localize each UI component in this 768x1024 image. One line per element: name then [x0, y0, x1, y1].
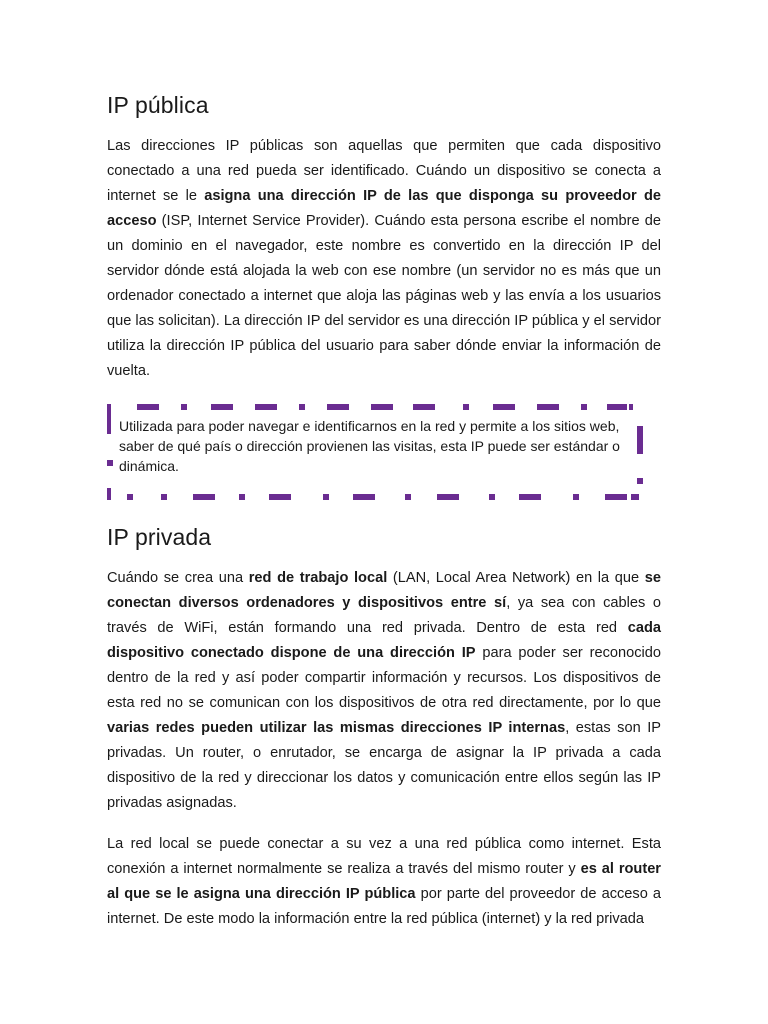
heading-ip-privada: IP privada [107, 524, 212, 550]
text-run: , ya sea con cables o través de WiFi, están formando una red privada. Dentro de esta red [107, 595, 661, 636]
bold-run: cada dispositivo conectado dispone de una dirección IP [107, 620, 661, 661]
heading-ip-publica: IP pública [107, 92, 209, 118]
bold-run: es al router al que se le asigna una dirección IP pública [107, 861, 661, 902]
bold-run: asigna una dirección IP de las que disponga su proveedor de acceso [107, 188, 661, 229]
bold-run: se conectan diversos ordenadores y dispositivos entre sí [107, 570, 661, 611]
paragraph-ip-publica [107, 134, 661, 384]
callout-text: Utilizada para poder navegar e identificarnos en la red y permite a los sitios web, saber de qué país o dirección provienen las visitas, esta IP puede ser estándar o dinámica. [119, 418, 620, 474]
text-run: Las direcciones IP públicas son aquellas que permiten que cada dispositivo conectado a una red pueda ser identificado. Cuándo un dispositivo se conecta a internet se le [107, 138, 661, 204]
text-run: (LAN, Local Area Network) en la que [387, 570, 645, 586]
bold-run: red de trabajo local [248, 570, 388, 586]
paragraph-ip-privada-1 [107, 566, 661, 816]
bold-run: varias redes pueden utilizar las mismas direcciones IP internas [107, 720, 566, 736]
text-run: por parte del proveedor de acceso a internet. De este modo la información entre la red pública (internet) y la red privada [107, 886, 661, 927]
text-run: (ISP, Internet Service Provider). Cuándo esta persona escribe el nombre de un dominio en el navegador, este nombre es convertido en la dirección IP del servidor dónde está alojada la web con ese nombre (un servidor no es más que un ordenador conectado a internet que aloja las páginas web y las envía a los usuarios que las solicitan). La dirección IP del servidor es una dirección IP pública y el servidor utiliza la dirección IP pública del usuario para saber dónde enviar la información de vuelta. [107, 213, 661, 379]
callout-box [107, 402, 644, 498]
text-run: para poder ser reconocido dentro de la red y así poder compartir información y recursos. Los dispositivos de esta red no se comunican con los dispositivos de otra red directamente, por lo que [107, 645, 662, 711]
text-run: , estas son IP privadas. Un router, o enrutador, se encarga de asignar la IP privada a cada dispositivo de la red y direccionar los datos y comunicación entre ellos según las IP privadas asignadas. [107, 720, 661, 811]
text-run: Cuándo se crea una [107, 570, 249, 586]
paragraph-ip-privada-2 [107, 832, 661, 932]
text-run: La red local se puede conectar a su vez a una red pública como internet. Esta conexión a internet normalmente se realiza a través del mismo router y [107, 836, 661, 877]
